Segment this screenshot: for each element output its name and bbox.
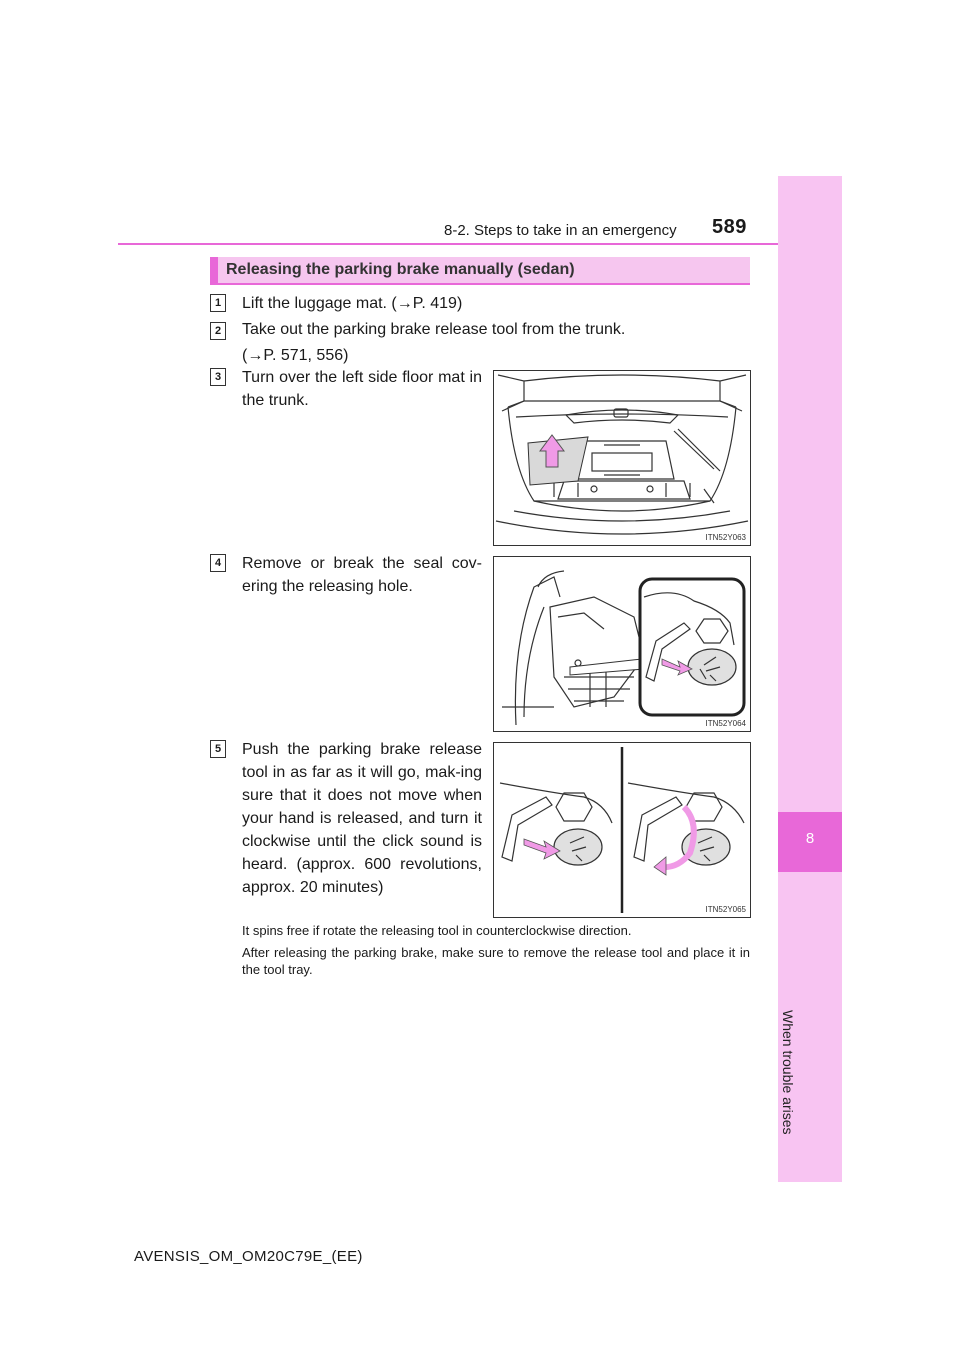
step-number-1: 1 [210,294,226,312]
step-number-3: 3 [210,368,226,386]
step-2-text-ref: (→P. 571, 556) [242,347,349,364]
chapter-title: When trouble arises [780,1010,796,1135]
step-2-text: Take out the parking brake release tool from the trunk. [242,321,626,338]
figure-code: ITN52Y064 [705,719,746,728]
page-number: 589 [712,216,747,238]
trunk-illustration [494,371,750,545]
header-rule [118,243,778,245]
note-remove-tool: After releasing the parking brake, make sure to remove the release tool and place it in the tool tray. [242,945,750,977]
figure-release-tool-turn [493,742,751,918]
step-5-text: Push the parking brake release tool in as far as it will go, mak-ing sure that it does not move when your hand is released, and turn it clockwise until the click sound is heard. (approx. 600 revolutions, approx. 20 minutes) [242,741,482,896]
figure-releasing-hole-seal [493,556,751,732]
step-4-text: Remove or break the seal cov-ering the releasing hole. [242,555,482,595]
figure-trunk-floor-mat [493,370,751,546]
figure-code: ITN52Y063 [705,533,746,542]
step-1-text: Lift the luggage mat. (→P. 419) [242,295,463,312]
step-3-text: Turn over the left side floor mat in the trunk. [242,369,482,409]
note-counterclockwise: It spins free if rotate the releasing tool in counterclockwise direction. [242,923,632,938]
release-tool-illustration [494,743,750,917]
section-heading: Releasing the parking brake manually (sedan) [210,257,750,285]
figure-code: ITN52Y065 [705,905,746,914]
chapter-number: 8 [805,830,815,847]
step-number-5: 5 [210,740,226,758]
header-section-title: 8-2. Steps to take in an emergency [444,222,677,239]
step-number-4: 4 [210,554,226,572]
document-footer-code: AVENSIS_OM_OM20C79E_(EE) [134,1248,363,1265]
step-number-2: 2 [210,322,226,340]
seal-illustration [494,557,750,731]
